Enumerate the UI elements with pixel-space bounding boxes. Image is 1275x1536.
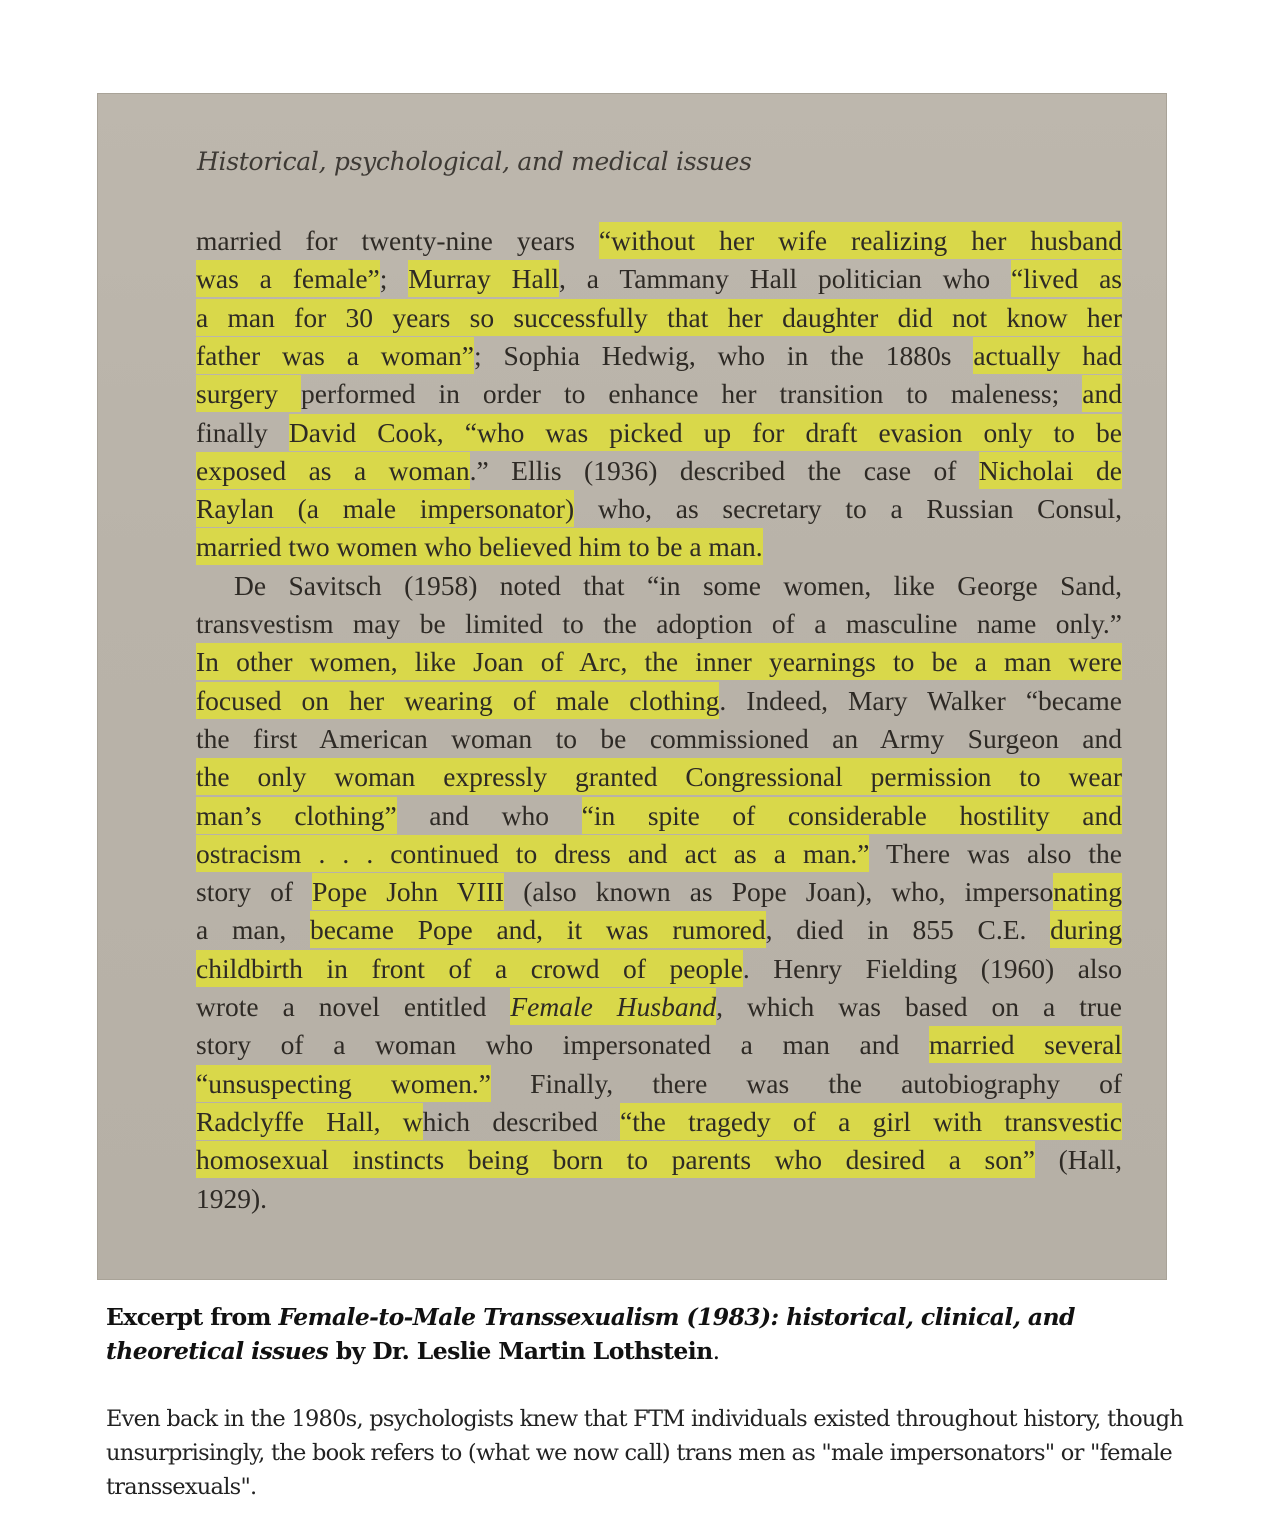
text-segment: and who — [396, 799, 582, 831]
highlighted-text: Radclyffe Hall, w — [196, 1105, 423, 1137]
highlighted-text: focused on her wearing of male clothing — [196, 684, 720, 716]
text-segment: . Henry Fielding (1960) also — [742, 952, 1122, 984]
highlighted-text: man’s clothing” — [196, 799, 397, 831]
book-text-line — [196, 452, 1122, 490]
text-segment: Finally, there was the autobiography of — [491, 1067, 1123, 1099]
highlighted-text: “without her wife realizing her husband — [598, 225, 1122, 256]
highlighted-text: In other women, like Joan of Arc, the inner yearnings to be a man were — [196, 646, 1122, 678]
highlighted-text: nating — [1053, 876, 1122, 908]
highlighted-text: actually had — [973, 339, 1122, 371]
text-segment: who, as secretary to a Russian Consul, — [574, 493, 1122, 525]
excerpt-caption — [106, 1300, 1166, 1368]
book-text-line — [196, 567, 1122, 605]
text-segment: performed in order to enhance her transition to maleness; — [300, 378, 1083, 410]
book-text-line — [196, 873, 1122, 911]
caption-prefix: Excerpt from — [106, 1303, 279, 1331]
highlighted-text: surgery — [196, 378, 301, 410]
book-text-line — [196, 1141, 1122, 1179]
text-segment: ; — [379, 263, 409, 295]
book-text-line — [196, 758, 1122, 796]
text-segment: hich described — [422, 1105, 621, 1137]
book-text-line — [196, 835, 1122, 873]
text-segment: , a Tammany Hall politician who — [558, 263, 1011, 295]
book-text-line — [196, 605, 1122, 643]
highlighted-text: ostracism . . . continued to dress and act as a man.” — [196, 837, 870, 869]
highlighted-text: was a female” — [196, 263, 380, 295]
highlighted-text: married several — [928, 1029, 1122, 1061]
book-text-line — [196, 1180, 1122, 1218]
highlighted-text: became Pope and, it was rumored — [309, 914, 766, 946]
book-text-line — [196, 911, 1122, 949]
highlighted-text: exposed as a woman — [196, 454, 470, 486]
text-segment: De Savitsch (1958) noted that “in some women, like George Sand, — [234, 569, 1122, 601]
book-text-line — [196, 260, 1122, 298]
caption-author: by Dr. Leslie Martin Lothstein — [328, 1337, 713, 1365]
running-head: Historical, psychological, and medical issues — [197, 147, 752, 176]
highlighted-text: the only woman expressly granted Congressional permission to wear — [196, 761, 1122, 793]
text-segment: (Hall, — [1034, 1144, 1122, 1176]
highlighted-text: Murray Hall — [408, 263, 559, 295]
text-segment: the first American woman to be commissioned an Army Surgeon and — [196, 722, 1122, 754]
highlighted-text: childbirth in front of a crowd of people — [196, 952, 743, 984]
text-segment: a man, — [196, 914, 310, 946]
highlighted-text: Female Husband — [510, 991, 717, 1022]
book-text-line — [196, 414, 1122, 452]
text-segment: (also known as Pope Joan), who, imperso — [504, 876, 1054, 908]
book-page-photo — [97, 93, 1167, 1280]
highlighted-text: during — [1050, 914, 1122, 946]
text-segment: finally — [196, 416, 289, 448]
text-segment: transvestism may be limited to the adoption of a masculine name only.” — [196, 608, 1122, 639]
book-text-line — [196, 1065, 1122, 1103]
book-title: Female-to-Male Transsexualism (1983): historical, clinical, and theoretical issues — [106, 1303, 1075, 1365]
book-text-line — [196, 1103, 1122, 1141]
text-segment: wrote a novel entitled — [196, 991, 511, 1022]
book-text-line — [196, 299, 1122, 337]
book-text-line — [196, 988, 1122, 1026]
text-segment: story of — [196, 876, 313, 908]
book-text-line — [196, 528, 1122, 566]
text-segment: There was also the — [869, 837, 1122, 869]
book-text-line — [196, 375, 1122, 413]
caption-period: . — [712, 1337, 720, 1365]
highlighted-text: Pope John VIII — [312, 876, 505, 908]
book-text-line — [196, 222, 1122, 260]
highlighted-text: homosexual instincts being born to parents who desired a son” — [196, 1144, 1035, 1176]
book-text-line — [196, 643, 1122, 681]
book-text-line — [196, 490, 1122, 528]
book-text-line — [196, 682, 1122, 720]
book-text-line — [196, 950, 1122, 988]
highlighted-text: Raylan (a male impersonator) — [196, 493, 575, 525]
book-text-line — [196, 720, 1122, 758]
highlighted-text: “the tragedy of a girl with transvestic — [620, 1105, 1123, 1137]
book-text-line — [196, 797, 1122, 835]
highlighted-text: Nicholai de — [978, 454, 1122, 486]
text-segment: story of a woman who impersonated a man and — [196, 1029, 929, 1061]
highlighted-text: married two women who believed him to be a man. — [196, 531, 763, 563]
highlighted-text: “in spite of considerable hostility and — [581, 799, 1122, 831]
highlighted-text: David Cook, “who was picked up for draft evasion only to be — [288, 416, 1122, 448]
highlighted-text: “unsuspecting women.” — [196, 1067, 491, 1099]
highlighted-text: a man for 30 years so successfully that her daughter did not know her — [196, 301, 1122, 333]
highlighted-text: father was a woman” — [196, 339, 474, 371]
text-segment: married for twenty-nine years — [196, 225, 599, 256]
highlighted-text: “lived as — [1011, 263, 1122, 295]
text-segment: . Indeed, Mary Walker “became — [719, 684, 1122, 716]
highlighted-text: and — [1082, 378, 1122, 410]
text-segment: , died in 855 C.E. — [765, 914, 1051, 946]
text-segment: , which was based on a true — [716, 991, 1122, 1022]
text-segment: ; Sophia Hedwig, who in the 1880s — [473, 339, 974, 371]
book-text-line — [196, 1026, 1122, 1064]
commentary-paragraph: Even back in the 1980s, psychologists knew that FTM individuals existed throughout history, though unsurprisingly, the book refers to (what we now call) trans men as "male impersonators" or "female transsexuals". — [106, 1406, 1184, 1500]
text-segment: .” Ellis (1936) described the case of — [469, 454, 979, 486]
text-segment: 1929). — [196, 1182, 268, 1214]
book-text-line — [196, 337, 1122, 375]
